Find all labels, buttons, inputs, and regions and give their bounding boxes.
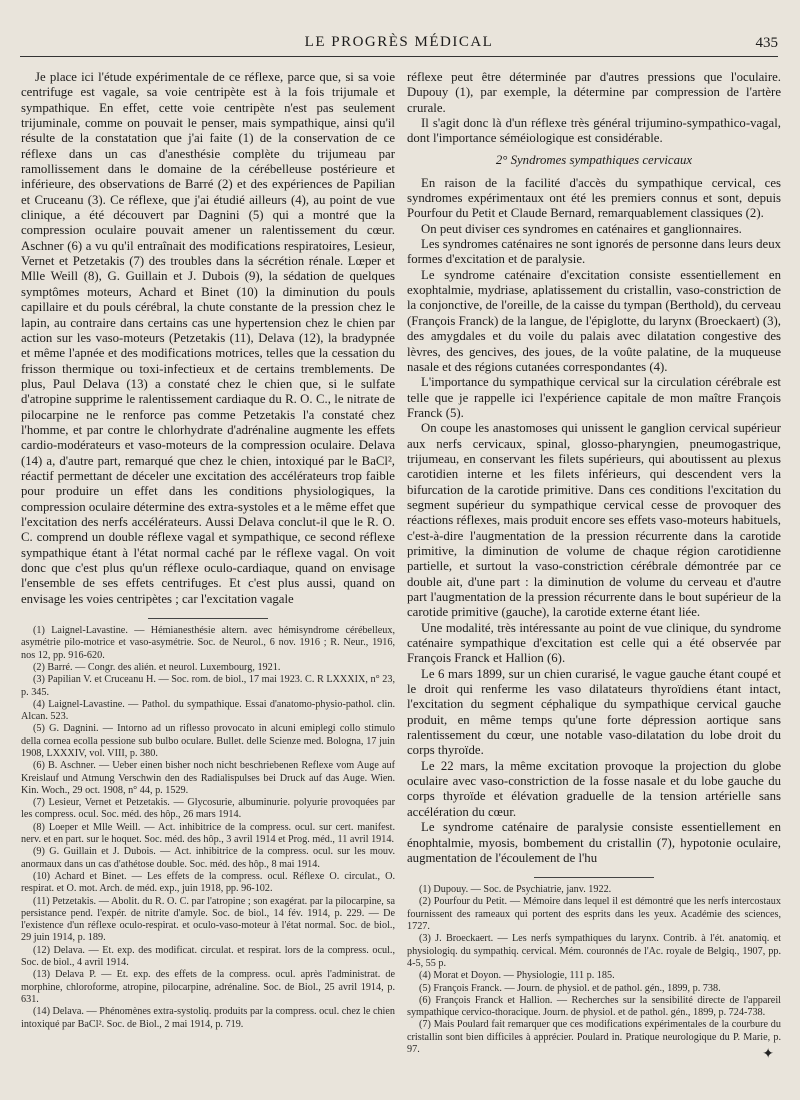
right-paragraph: En raison de la facilité d'accès du sympathique cervical, ces syndromes expérimentaux ont été les premiers connus et sont, depuis Pourfour du Petit et Claude Bernard, remarquablement classiques (2). bbox=[407, 175, 781, 221]
footnote: (13) Delava P. — Et. exp. des effets de la compress. ocul. après l'administrat. de morphine, chloroforme, atropine, pilocarpine, adrénaline. Soc. de Biol., 25 avril 1914, p. 631. bbox=[21, 969, 395, 1005]
footnote: (12) Delava. — Et. exp. des modificat. circulat. et respirat. lors de la compress. ocul., Soc. de biol., 4 avril 1914. bbox=[21, 944, 395, 969]
right-paragraph: Le syndrome caténaire d'excitation consiste essentiellement en exophtalmie, mydriase, aplatissement du cristallin, vaso-constriction de la conjonctive, de l'oreille, de la caisse du tympan (Berthold), du cerveau (François Franck) de la langue, de l'épiglotte, du larynx (Broeckaert) (3), des amygdales et du voile du palais avec dilatation congestive des lèvres, des gencives, des joues, de la voûte palatine, de la muqueuse nasale et des régions cutanées correspondantes (4). bbox=[407, 267, 781, 374]
right-column bbox=[407, 70, 781, 1056]
right-paragraph: Une modalité, très intéressante au point de vue clinique, du syndrome caténaire sympathique d'excitation est celle qui a été observée par François Franck et Hallion (6). bbox=[407, 620, 781, 666]
footnote: (7) Lesieur, Vernet et Petzetakis. — Glycosurie, albuminurie. polyurie provoquées par les compress. ocul. Soc. méd. des hôp., 26 mars 1914. bbox=[21, 797, 395, 821]
footnote: (1) Laignel-Lavastine. — Hémianesthésie altern. avec hémisyndrome cérébelleux, asymétrie pilo-motrice et vaso-asymétrie. Soc. de Neurol., 6 nov. 1916 ; R. Neur., 1916, nos 12, pp. 916-620. bbox=[21, 625, 395, 661]
journal-title: LE PROGRÈS MÉDICAL bbox=[304, 34, 494, 50]
left-paragraph: Je place ici l'étude expérimentale de ce réflexe, parce que, si sa voie centrifuge est vagale, sa voie centripète est à la fois trijumale et sympathique. En effet, cette voie centripète n'est pas seulement trijuminale, comme on pouvait le penser, mais sympathique, ainsi qu'il résulte de la constatation que j'ai faite (1) de la conservation de ce réflexe dans un cas d'anesthésie complète du trijumeau par ramollissement dans le domaine de la cérébelleuse postérieure et inférieure, des observations de Barré (2) et des expériences de Papilian et Cruceanu (3). Ce réflexe, que j'ai étudié ailleurs (4), au point de vue clinique, a été découvert par Dagnini (5) qui a montré que la compression oculaire pouvait amener un ralentissement du cœur. Aschner (6) a vu qu'il entraînait des modifications respiratoires, Lesieur, Vernet et Petzetakis (7) des troubles dans la sécrétion rénale. Lœper et Mlle Weill (8), G. Guillain et J. Dubois (9), la sédation de quelques symptômes moteurs, Achard et Binet (10) la diminution du pouls capillaire et du pouls cérébral, la chute constante de la pression chez le lapin, au contraire dans certains cas une hypertension chez le chien par action sur les vaso-moteurs (Petzetakis (11), Delava (12), la bradypnée et même l'apnée et des modifications motrices, telles que la cessation du frisson thermique ou toxi-infectieux et de certains tremblements. De plus, Paul Delava (13) a constaté chez le chien que, si le sulfate d'atropine supprime le ralentissement cardiaque du R. O. C., le nitrate de pilocarpine ne le renforce pas comme Petzetakis l'a constaté chez l'homme, et par contre le chlorhydrate d'adrénaline augmente les effets cardio-modérateurs et vaso-moteurs de la compression oculaire. Delava (14) a, d'autre part, remarqué que chez le chien, intoxiqué par le BaCl², réactif permettant de déceler une excitation des accélérateurs trop faible pour produire un effet dans les conditions physiologiques, la compression oculaire détermine des extra-systoles et a le même effet que l'excitation des nerfs accélérateurs. Aussi Delava conclut-il que le R. O. C. comprend un double réflexe vagal et sympathique, ce second réflexe sympathique étant à l'état normal caché par le réflexe vagal. On voit donc que c'est plus qu'un réflexe oculo-cardiaque, quand on envisage l'ensemble de ses effets centrifuges. Et c'est plus aussi, quand on envisage les voies centripètes ; car l'excitation vagale bbox=[21, 70, 395, 606]
footnote: (9) G. Guillain et J. Dubois. — Act. inhibitrice de la compress. ocul. sur les mouv. anormaux dans un cas d'athétose double. Soc. méd. des hôp., 8 mai 1914. bbox=[21, 846, 395, 870]
footnote: (1) Dupouy. — Soc. de Psychiatrie, janv. 1922. bbox=[419, 884, 612, 896]
right-footnotes bbox=[407, 884, 781, 1056]
footnote-rule bbox=[148, 618, 268, 619]
footnote: (6) B. Aschner. — Ueber einen bisher noch nicht beschriebenen Reflexe vom Auge auf Kreislauf und Atmung Verschwin den des Radialispulses bei Druck auf das Auge. Wien. Kin. Woch., 29 oct. 1908, n° 44, p. 1529. bbox=[21, 760, 395, 796]
right-paragraph: Le 6 mars 1899, sur un chien curarisé, le vague gauche étant coupé et le droit qui renferme les vaso dilatateurs thyroïdiens étant intact, l'excitation du segment céphalique du sympathique cervical gauche produit, en même temps qu'une forte dépression aortique sans ralentissement du cœur, une notable vaso-dilatation du lobe droit du corps thyroïde. bbox=[407, 666, 781, 758]
footnote: (10) Achard et Binet. — Les effets de la compress. ocul. Réflexe O. circulat., O. respirat. et O. mot. Arch. de méd. exp., juin 1918, pp. 96-102. bbox=[21, 870, 395, 895]
left-footnotes bbox=[21, 625, 395, 1031]
page-number: 435 bbox=[755, 35, 778, 51]
footnote: (2) Pourfour du Petit. — Mémoire dans lequel il est démontré que les nerfs intercostaux fournissent des rameaux qui portent des esprits dans les yeux. Académie des sciences, 1727. bbox=[407, 896, 781, 933]
footnote: (14) Delava. — Phénomènes extra-systoliq. produits par la compress. ocul. chez le chien intoxiqué par BaCl². Soc. de Biol., 2 mai 1914, p. 719. bbox=[21, 1006, 395, 1030]
footnote: (7) Mais Poulard fait remarquer que ces modifications expérimentales de la courbure du cristallin sont bien difficiles à apprécier. Poulard in. Pratique neurologique du P. Marie, p. 97. bbox=[407, 1019, 781, 1056]
footnote: (8) Loeper et Mlle Weill. — Act. inhibitrice de la compress. ocul. sur cert. manifest. nerv. et en part. sur le hoquet. Soc. méd. des hôp., 3 avril 1914 et Prog. méd., 11 avril 1914. bbox=[21, 821, 395, 846]
footnote: (6) François Franck et Hallion. — Recherches sur la sensibilité directe de l'appareil sympathique cervico-thoracique. Journ. de physiol. et de pathol. gén., 1899, p. 724-738. bbox=[407, 994, 781, 1019]
right-paragraph: Il s'agit donc là d'un réflexe très général trijumino-sympathico-vagal, dont l'importance séméiologique est considérable. bbox=[407, 116, 781, 146]
footnote: (5) G. Dagnini. — Intorno ad un riflesso provocato in alcuni emiplegi collo stimulo della cornea ecolla pessione sub bulbo oculare. Bullet. delle Scienze med. Bologna, 17 juin 1908, LXXXIV, vol. VIII, p. 380. bbox=[21, 723, 395, 759]
right-body-top bbox=[407, 70, 781, 147]
footnote: (5) François Franck. — Journ. de physiol. et de pathol. gén., 1899, p. 738. bbox=[419, 982, 721, 994]
end-ornament-icon: ✦ bbox=[762, 1046, 774, 1062]
running-header bbox=[20, 34, 778, 57]
right-paragraph: Le 22 mars, la même excitation provoque la projection du globe oculaire avec vaso-constriction de la fosse nasale et du lobe gauche du corps thyroïde et élévation graduelle de la tension artérielle sans accélération du cœur. bbox=[407, 758, 781, 819]
right-paragraph: réflexe peut être déterminée par d'autres pressions que l'oculaire. Dupouy (1), par exemple, la détermine par compression de l'artère crurale. bbox=[407, 70, 781, 115]
footnote: (3) Papilian V. et Cruceanu H. — Soc. rom. de biol., 17 mai 1923. C. R LXXXIX, n° 23, p. 345. bbox=[21, 674, 395, 698]
left-column bbox=[21, 70, 395, 1031]
section-heading: 2° Syndromes sympathiques cervicaux bbox=[495, 152, 693, 167]
footnote: (4) Laignel-Lavastine. — Pathol. du sympathique. Essai d'anatomo-physio-pathol. clin. Alcan. 523. bbox=[21, 698, 395, 723]
footnote: (4) Morat et Doyon. — Physiologie, 111 p. 185. bbox=[419, 970, 615, 982]
left-body bbox=[21, 70, 395, 607]
right-paragraph: Les syndromes caténaires ne sont ignorés de personne dans leurs deux formes d'excitation et de paralysie. bbox=[407, 237, 781, 267]
footnote: (3) J. Broeckaert. — Les nerfs sympathiques du larynx. Contrib. à l'ét. anatomiq. et physiologiq. du sympathiq. cervical. Mém. couronnés de l'Ac. royale de Belgiq., 1907, pp. 4-5, 55 p. bbox=[407, 933, 781, 969]
footnote-rule bbox=[534, 877, 654, 878]
right-paragraph: L'importance du sympathique cervical sur la circulation cérébrale est telle que je rappelle ici l'expérience capitale de mon maître François Franck (5). bbox=[407, 375, 781, 420]
right-paragraph: On coupe les anastomoses qui unissent le ganglion cervical supérieur aux nerfs cervicaux, spinal, glosso-pharyngien, pneumogastrique, trijumeau, en conservant les filets supérieurs, qui aboutissent au plexus carotidien interne et les filets inférieurs, qui descendent vers la bifurcation de la carotide primitive. Dans ces conditions l'excitation du segment supérieur du sympathique cervical cesse de provoquer des réactions réflexes, mais produit encore ses effets vaso-moteurs habituels, c'est-à-dire l'augmentation de la pression récurrente dans la carotide primitive, la diminution de volume de chaque région carotidienne partielle, et surtout la vaso-constriction cérébrale démontrée par ce double ait, d'une part : la diminution de volume du cerveau et d'autre part l'augmentation de la pression récurrente dans le bout supérieur de la carotide primitive (gauche), la carotide externe étant liée. bbox=[407, 421, 781, 620]
footnote: (11) Petzetakis. — Abolit. du R. O. C. par l'atropine ; son exagérat. par la pilocarpine, sa persistance pend. l'expér. de nitrite d'amyle. Soc. de biol., 14 fév. 1914, p. 229. — De l'existence d'un réflexe oculo-respirat. et oculo-vaso-moteur à l'état normal. Soc. de biol., 29 juin 1914, p. 189. bbox=[21, 895, 395, 944]
footnote: (2) Barré. — Congr. des alién. et neurol. Luxembourg, 1921. bbox=[33, 661, 281, 673]
right-body bbox=[407, 176, 781, 866]
right-paragraph: Le syndrome caténaire de paralysie consiste essentiellement en énophtalmie, myosis, bombement du cristallin (7), hypotonie oculaire, augmentation de l'écoulement de l'hu bbox=[407, 820, 781, 865]
right-paragraph: On peut diviser ces syndromes en caténaires et ganglionnaires. bbox=[421, 221, 742, 236]
